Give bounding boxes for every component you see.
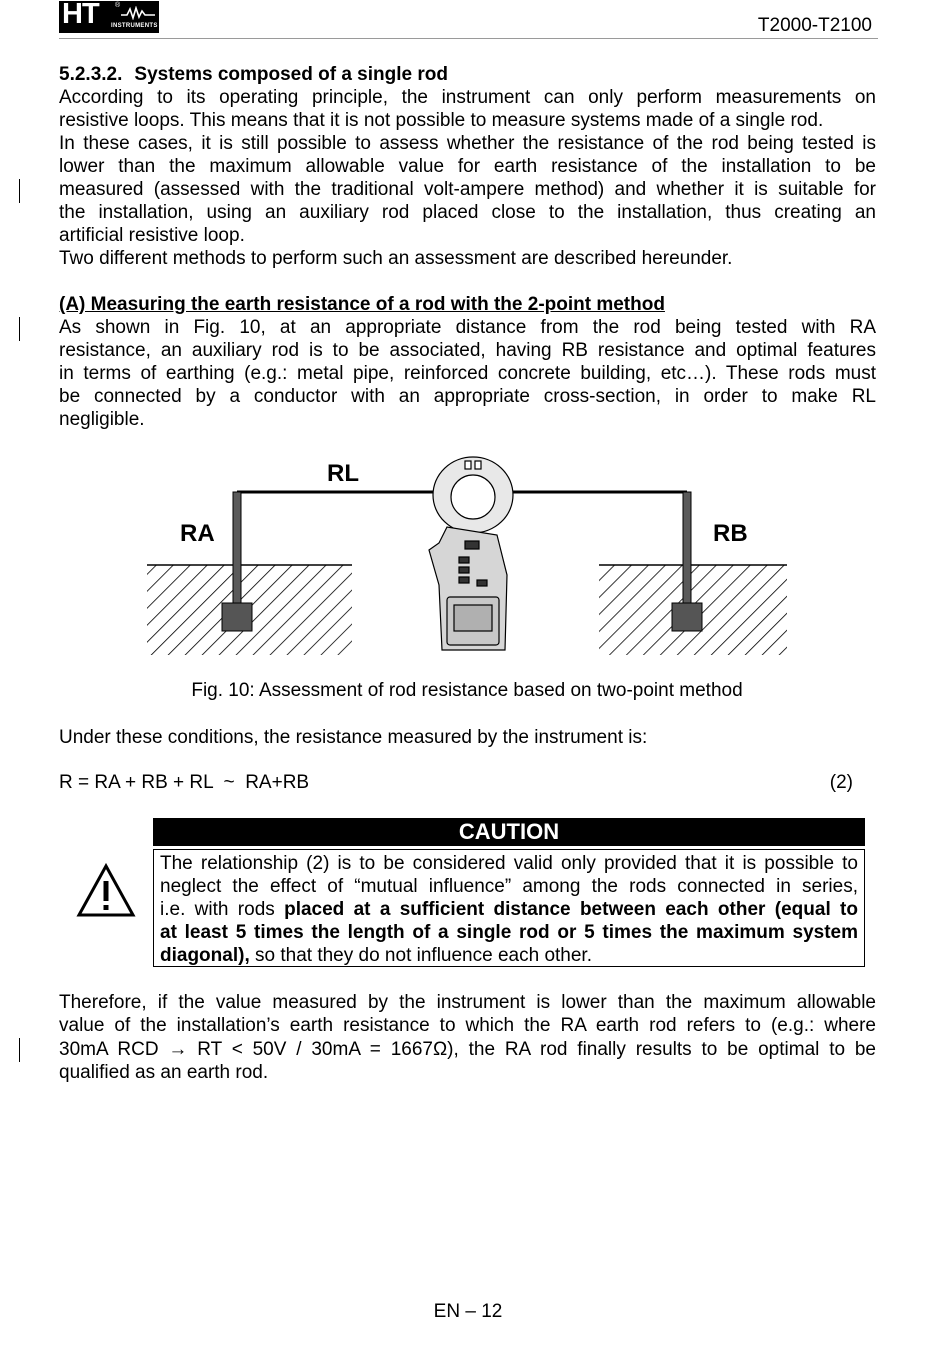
caution-emphasis: placed at a sufficient distance between each other (equal to <box>284 899 858 921</box>
conditions-line: Under these conditions, the resistance measured by the instrument is: <box>59 727 648 748</box>
label-ra: RA <box>180 520 215 547</box>
logo-subtext: INSTRUMENTS <box>111 23 158 29</box>
paragraph-line: resistive loops. This means that it is not possible to measure systems made of a single rod. <box>59 110 824 131</box>
paragraph-line: the installation, using an auxiliary rod placed close to the installation, thus creating an <box>59 202 876 223</box>
caution-box <box>153 849 865 967</box>
waveform-icon <box>121 6 155 20</box>
page-number: EN – 12 <box>433 1301 503 1322</box>
change-bar <box>19 1038 20 1062</box>
rod-ra <box>233 492 241 607</box>
method-a-heading: (A) Measuring the earth resistance of a rod with the 2-point method <box>59 294 665 315</box>
formula-expression: R = RA + RB + RL ~ RA+RB <box>59 772 310 793</box>
caution-line: at least 5 times the length of a single rod or 5 times the maximum system <box>160 922 858 944</box>
caution-line <box>160 944 858 967</box>
label-rl: RL <box>327 460 359 487</box>
change-bar <box>19 317 20 341</box>
ht-logo <box>59 1 159 33</box>
section-number: 5.2.3.2. <box>59 64 123 85</box>
logo-registered-mark: ® <box>115 2 121 9</box>
methods-intro-line: Two different methods to perform such an assessment are described hereunder. <box>59 248 733 269</box>
paragraph-line: Therefore, if the value measured by the instrument is lower than the maximum allowable <box>59 992 876 1013</box>
figure-caption: Fig. 10: Assessment of rod resistance based on two-point method <box>191 680 743 701</box>
section-heading <box>59 63 876 86</box>
section-title: Systems composed of a single rod <box>134 64 448 85</box>
warning-triangle-icon <box>76 863 136 919</box>
paragraph-line: negligible. <box>59 409 145 430</box>
paragraph-line: measured (assessed with the traditional volt-ampere method) and whether it is suitable for <box>59 179 876 200</box>
paragraph-line: in terms of earthing (e.g.: metal pipe, reinforced concrete building, etc…). These rods must <box>59 363 876 384</box>
equation-number: (2) <box>829 772 853 793</box>
paragraph-line: artificial resistive loop. <box>59 225 245 246</box>
rod-rb-electrode <box>672 603 702 631</box>
rod-rb <box>683 492 691 607</box>
paragraph-line: value of the installation’s earth resistance to which the RA earth rod refers to (e.g.: where <box>59 1015 876 1036</box>
header-rule <box>59 38 878 39</box>
two-point-method-diagram <box>147 455 790 660</box>
paragraph-line: qualified as an earth rod. <box>59 1062 269 1083</box>
paragraph-line: In these cases, it is still possible to assess whether the resistance of the rod being tested is <box>59 133 876 154</box>
label-rb: RB <box>713 520 748 547</box>
clamp-meter <box>429 457 513 650</box>
caution-text: i.e. with rods <box>160 899 285 921</box>
caution-line: The relationship (2) is to be considered valid only provided that it is possible to <box>160 853 858 874</box>
paragraph-line: According to its operating principle, the instrument can only perform measurements on <box>59 87 876 108</box>
paragraph-line: lower than the maximum allowable value for earth resistance of the installation to be <box>59 156 876 177</box>
change-bar <box>19 179 20 203</box>
rod-ra-electrode <box>222 603 252 631</box>
caution-text: so that they do not influence each other. <box>249 945 592 967</box>
caution-line <box>160 898 858 921</box>
caution-title: CAUTION <box>153 818 865 846</box>
paragraph-line: be connected by a conductor with an appropriate cross-section, in order to make RL <box>59 386 876 407</box>
model-name: T2000-T2100 <box>757 15 872 36</box>
logo-text: HT <box>62 0 99 30</box>
paragraph-line: As shown in Fig. 10, at an appropriate distance from the rod being tested with RA <box>59 317 876 338</box>
caution-emphasis: diagonal), <box>160 945 250 967</box>
caution-line: neglect the effect of “mutual influence” among the rods connected in series, <box>160 876 858 898</box>
paragraph-line: 30mA RCD → RT < 50V / 30mA = 1667Ω), the RA rod finally results to be optimal to be <box>59 1039 876 1060</box>
paragraph-line: resistance, an auxiliary rod is to be associated, having RB resistance and optimal features <box>59 340 876 361</box>
